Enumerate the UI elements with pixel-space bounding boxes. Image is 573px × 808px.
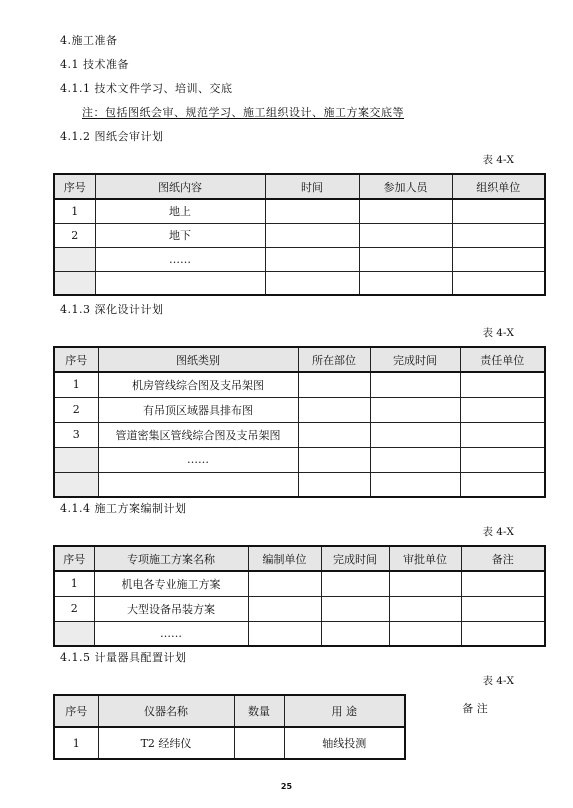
heading-4-1-4: 4.1.4 施工方案编制计划 — [60, 502, 187, 515]
table-row — [54, 199, 545, 223]
table-cell — [298, 472, 370, 497]
table-header-cell: 序号 — [54, 546, 94, 571]
table-row — [54, 571, 545, 596]
table-header-cell: 仪器名称 — [98, 695, 234, 727]
table-cell — [359, 223, 452, 247]
table-label-2: 表 4-X — [482, 327, 514, 339]
remark-header: 备 注 — [462, 702, 488, 715]
table-header-cell: 完成时间 — [321, 546, 389, 571]
table-cell — [248, 621, 321, 646]
table-row — [54, 223, 545, 247]
table-cell — [54, 247, 95, 271]
table-cell — [460, 447, 545, 472]
table-header-cell: 审批单位 — [389, 546, 461, 571]
table-cell — [389, 596, 461, 621]
table-cell — [370, 422, 460, 447]
table-cell — [265, 223, 359, 247]
table-label-1: 表 4-X — [482, 154, 514, 166]
table-cell — [95, 271, 265, 295]
table-row — [54, 422, 545, 447]
table-row — [54, 596, 545, 621]
table-drawing-review — [53, 173, 546, 296]
table-cell — [460, 397, 545, 422]
table-cell: 1 — [54, 372, 98, 397]
table-cell — [370, 397, 460, 422]
table-deepening-design — [53, 346, 546, 498]
table-cell — [54, 447, 98, 472]
table-cell — [321, 571, 389, 596]
table-cell: 2 — [54, 397, 98, 422]
table-cell: …… — [94, 621, 248, 646]
table-cell — [461, 571, 545, 596]
table-row — [54, 621, 545, 646]
table-label-4: 表 4-X — [482, 675, 514, 687]
table-cell — [461, 596, 545, 621]
table-cell: 2 — [54, 223, 95, 247]
table-cell — [452, 271, 545, 295]
table-header-cell: 备注 — [461, 546, 545, 571]
table-cell — [298, 447, 370, 472]
table-cell — [248, 596, 321, 621]
table-cell — [265, 271, 359, 295]
table-row — [54, 447, 545, 472]
table-cell: 地上 — [95, 199, 265, 223]
table-header-cell: 所在部位 — [298, 347, 370, 372]
table-header-cell: 图纸类别 — [98, 347, 298, 372]
table-label-3: 表 4-X — [482, 526, 514, 538]
heading-4-1: 4.1 技术准备 — [60, 58, 129, 71]
heading-4: 4.施工准备 — [60, 34, 118, 47]
table-cell — [452, 199, 545, 223]
table-cell — [359, 199, 452, 223]
table-header-cell: 完成时间 — [370, 347, 460, 372]
table-cell: 机房管线综合图及支吊架图 — [98, 372, 298, 397]
table-cell: 2 — [54, 596, 94, 621]
table-cell — [359, 271, 452, 295]
table-cell — [321, 596, 389, 621]
table-cell: 大型设备吊装方案 — [94, 596, 248, 621]
table-cell — [265, 247, 359, 271]
page-number: 25 — [280, 782, 293, 791]
table-cell — [298, 397, 370, 422]
table-cell: 1 — [54, 571, 94, 596]
table-row — [54, 472, 545, 497]
table-cell — [54, 621, 94, 646]
table-cell — [370, 472, 460, 497]
table-cell: T2 经纬仪 — [98, 727, 234, 759]
table-header-cell: 专项施工方案名称 — [94, 546, 248, 571]
table-cell — [234, 727, 284, 759]
heading-4-1-3: 4.1.3 深化设计计划 — [60, 303, 164, 316]
table-header-cell: 图纸内容 — [95, 174, 265, 199]
table-cell — [298, 372, 370, 397]
table-cell: 管道密集区管线综合图及支吊架图 — [98, 422, 298, 447]
table-measuring-instruments — [53, 694, 406, 760]
table-cell — [54, 271, 95, 295]
table-cell — [359, 247, 452, 271]
table-construction-plans — [53, 545, 546, 647]
heading-4-1-1: 4.1.1 技术文件学习、培训、交底 — [60, 82, 233, 95]
table-header-cell: 序号 — [54, 347, 98, 372]
note-text: 注：包括图纸会审、规范学习、施工组织设计、施工方案交底等 — [82, 106, 404, 119]
table-cell: 机电各专业施工方案 — [94, 571, 248, 596]
table-header-cell: 序号 — [54, 174, 95, 199]
table-cell: …… — [98, 447, 298, 472]
table-cell: 1 — [54, 727, 98, 759]
heading-4-1-5: 4.1.5 计量器具配置计划 — [60, 651, 187, 664]
table-header-cell: 参加人员 — [359, 174, 452, 199]
table-row — [54, 727, 405, 759]
table-cell — [452, 247, 545, 271]
table-cell — [460, 472, 545, 497]
table-row — [54, 372, 545, 397]
table-header-cell: 时间 — [265, 174, 359, 199]
table-header-cell: 数量 — [234, 695, 284, 727]
table-header-cell: 用 途 — [284, 695, 405, 727]
table-cell: 有吊顶区域器具排布图 — [98, 397, 298, 422]
table-cell — [265, 199, 359, 223]
table-cell — [321, 621, 389, 646]
table-cell — [98, 472, 298, 497]
table-header-cell: 编制单位 — [248, 546, 321, 571]
table-cell — [461, 621, 545, 646]
heading-4-1-2: 4.1.2 图纸会审计划 — [60, 130, 164, 143]
table-header-cell: 组织单位 — [452, 174, 545, 199]
table-cell: 地下 — [95, 223, 265, 247]
table-cell: 3 — [54, 422, 98, 447]
table-cell — [370, 447, 460, 472]
table-cell: 1 — [54, 199, 95, 223]
table-cell: 轴线投测 — [284, 727, 405, 759]
table-cell — [460, 372, 545, 397]
table-row — [54, 271, 545, 295]
table-row — [54, 247, 545, 271]
table-cell — [389, 571, 461, 596]
table-cell: …… — [95, 247, 265, 271]
table-row — [54, 397, 545, 422]
table-cell — [452, 223, 545, 247]
table-cell — [298, 422, 370, 447]
table-header-cell: 责任单位 — [460, 347, 545, 372]
table-cell — [370, 372, 460, 397]
table-cell — [54, 472, 98, 497]
table-cell — [248, 571, 321, 596]
table-cell — [460, 422, 545, 447]
table-cell — [389, 621, 461, 646]
table-header-cell: 序号 — [54, 695, 98, 727]
